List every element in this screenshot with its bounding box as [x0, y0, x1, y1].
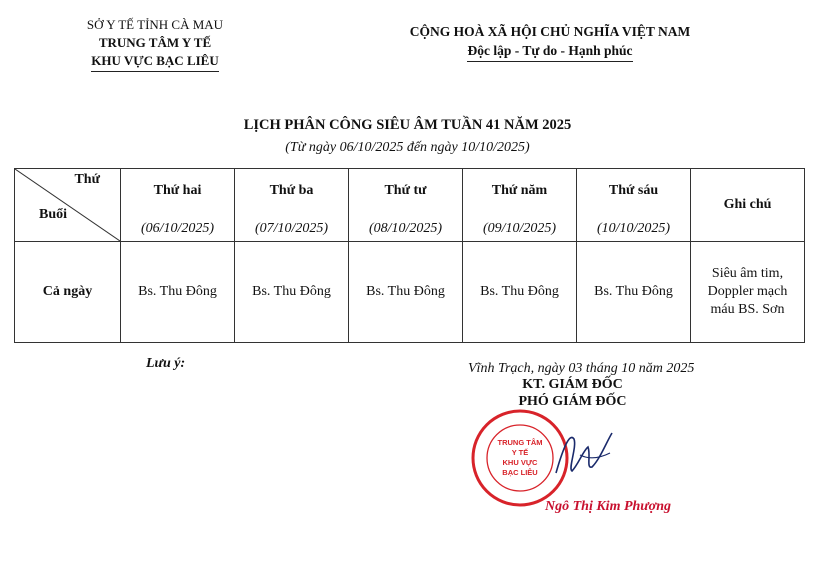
day-date: (06/10/2025)	[140, 221, 215, 236]
sign-date-place: Vĩnh Trạch, ngày 03 tháng 10 năm 2025	[468, 361, 695, 376]
seal-text: TRUNG TÂM	[497, 438, 543, 447]
day-date: (09/10/2025)	[482, 221, 557, 236]
day-date: (10/10/2025)	[596, 221, 671, 236]
day-name: Thứ tư	[384, 183, 427, 198]
agency-region: KHU VỰC BẠC LIÊU	[91, 52, 219, 72]
seal-text: BẠC LIÊU	[502, 468, 538, 477]
signer-title-1: KT. GIÁM ĐỐC	[522, 377, 623, 392]
day-date: (08/10/2025)	[368, 221, 443, 236]
signer-name: Ngô Thị Kim Phượng	[545, 499, 671, 514]
note-cell	[691, 242, 805, 343]
document-title: LỊCH PHÂN CÔNG SIÊU ÂM TUẦN 41 NĂM 2025	[243, 117, 572, 133]
day-name: Thứ năm	[491, 183, 548, 198]
day-header	[349, 169, 463, 242]
agency-name: TRUNG TÂM Y TẾ	[98, 35, 212, 50]
document-subtitle: (Từ ngày 06/10/2025 đến ngày 10/10/2025)	[285, 140, 530, 155]
signer-title-2: PHÓ GIÁM ĐỐC	[518, 394, 627, 409]
assignment-cell: Bs. Thu Đông	[121, 242, 235, 343]
day-name: Thứ sáu	[608, 183, 659, 198]
day-name: Thứ hai	[153, 183, 202, 198]
seal-text: KHU VỰC	[502, 458, 538, 467]
agency-parent: SỞ Y TẾ TỈNH CÀ MAU	[86, 17, 224, 32]
session-label: Cả ngày	[15, 242, 121, 343]
note-line: Siêu âm tim,	[711, 266, 784, 281]
day-header	[235, 169, 349, 242]
assignment-cell: Bs. Thu Đông	[235, 242, 349, 343]
seal-text: Y TẾ	[511, 448, 529, 457]
motto: Độc lập - Tự do - Hạnh phúc	[467, 41, 632, 62]
note-line: Doppler mạch	[707, 284, 788, 299]
corner-cell	[15, 169, 121, 242]
day-name: Thứ ba	[269, 183, 314, 198]
day-header	[121, 169, 235, 242]
table-row	[15, 242, 805, 343]
handwritten-signature-icon	[550, 425, 620, 485]
note-line: máu BS. Sơn	[710, 302, 785, 317]
corner-session-label: Buổi	[39, 207, 68, 222]
country-name: CỘNG HOÀ XÃ HỘI CHỦ NGHĨA VIỆT NAM	[409, 24, 691, 39]
issuing-agency	[40, 16, 270, 72]
note-label: Lưu ý:	[146, 356, 186, 371]
national-motto	[370, 22, 730, 62]
corner-day-label: Thứ	[74, 172, 100, 187]
assignment-cell: Bs. Thu Đông	[577, 242, 691, 343]
assignment-cell: Bs. Thu Đông	[463, 242, 577, 343]
day-header	[577, 169, 691, 242]
notes-header: Ghi chú	[691, 169, 805, 242]
day-header	[463, 169, 577, 242]
schedule-table	[14, 168, 805, 343]
assignment-cell: Bs. Thu Đông	[349, 242, 463, 343]
diagonal-line	[15, 169, 120, 241]
day-date: (07/10/2025)	[254, 221, 329, 236]
table-header-row	[15, 169, 805, 242]
